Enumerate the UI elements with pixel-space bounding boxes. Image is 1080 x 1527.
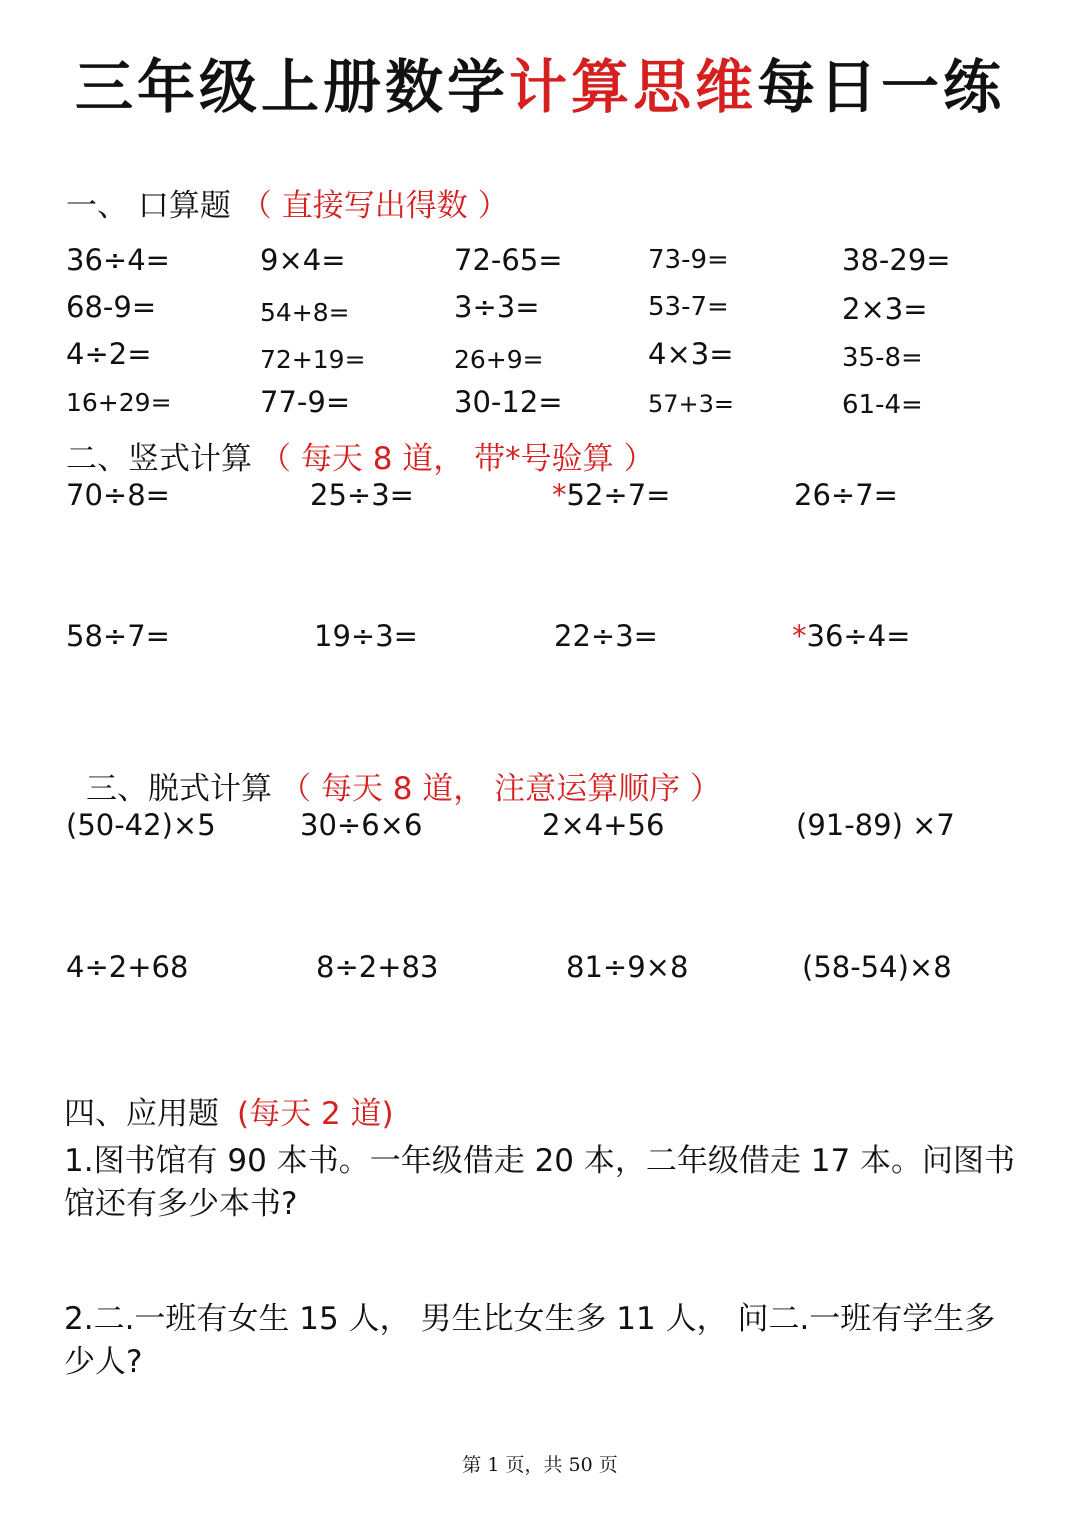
section2-note: （ 每天 8 道， 带*号验算 ） [260, 441, 655, 477]
section4-note: (每天 2 道) [237, 1096, 394, 1132]
s2-r0-c1: 25÷3= [310, 478, 414, 512]
verify-star: * [552, 478, 567, 512]
s1-r3-c1: 77-9= [260, 385, 351, 419]
s3-r1-c2: 81÷9×8 [566, 950, 689, 984]
s1-r2-c1: 72+19= [260, 345, 366, 374]
s3-r0-c1: 30÷6×6 [300, 808, 423, 842]
section4-title: 四、应用题 [64, 1096, 219, 1132]
section2-title: 二、竖式计算 [66, 441, 252, 477]
s1-r3-c2: 30-12= [454, 385, 563, 419]
section3-note: （ 每天 8 道， 注意运算顺序 ） [280, 771, 721, 807]
s3-r1-c0: 4÷2+68 [66, 950, 189, 984]
s2-r1-c1: 19÷3= [314, 619, 418, 653]
s1-r0-c4: 38-29= [842, 243, 951, 277]
s2-r1-c3 [792, 619, 910, 653]
s2-r1-c2: 22÷3= [554, 619, 658, 653]
section2-heading [66, 433, 655, 478]
s1-r0-c0: 36÷4= [66, 243, 170, 277]
section1-title: 一、 口算题 [66, 188, 231, 224]
s1-r2-c2: 26+9= [454, 345, 544, 374]
s3-r1-c1: 8÷2+83 [316, 950, 439, 984]
page-footer: 第 1 页，共 50 页 [462, 1454, 618, 1476]
s3-r1-c3: (58-54)×8 [802, 950, 952, 984]
section1-note: （ 直接写出得数 ） [240, 188, 509, 224]
section3-heading [86, 763, 721, 808]
s1-r1-c4: 2×3= [842, 292, 928, 326]
verify-star: * [792, 619, 807, 653]
title-tail: 每日一练 [757, 53, 1006, 121]
s1-r3-c0: 16+29= [66, 388, 172, 417]
s1-r1-c3: 53-7= [648, 292, 729, 322]
s1-r2-c4: 35-8= [842, 343, 923, 373]
s1-r1-c0: 68-9= [66, 290, 157, 324]
s1-r2-c0: 4÷2= [66, 337, 152, 371]
s1-r2-c3: 4×3= [648, 337, 734, 371]
s3-r0-c0: (50-42)×5 [66, 808, 216, 842]
word-problem-2: 2.二.一班有女生 15 人， 男生比女生多 11 人， 问二.一班有学生多少人? [64, 1301, 996, 1380]
s1-r0-c3: 73-9= [648, 245, 729, 275]
s1-r1-c2: 3÷3= [454, 290, 540, 324]
title-black: 三年级上册数学 [74, 53, 509, 121]
section1-heading [66, 180, 509, 225]
s3-r0-c3: (91-89) ×7 [796, 808, 955, 842]
s2-r0-c3: 26÷7= [794, 478, 898, 512]
s1-r1-c1: 54+8= [260, 298, 350, 327]
s2-r1-c3-text: 36÷4= [806, 619, 911, 653]
s1-r0-c2: 72-65= [454, 243, 563, 277]
s1-r3-c4: 61-4= [842, 390, 923, 420]
word-problem-1: 1.图书馆有 90 本书。一年级借走 20 本，二年级借走 17 本。问图书馆还有多少本书? [64, 1143, 1016, 1222]
s2-r1-c0: 58÷7= [66, 619, 170, 653]
section4-heading [64, 1088, 394, 1133]
page-title [0, 40, 1080, 124]
s1-r3-c3: 57+3= [648, 390, 735, 418]
title-red: 计算思维 [508, 53, 757, 121]
s3-r0-c2: 2×4+56 [542, 808, 665, 842]
s1-r0-c1: 9×4= [260, 243, 346, 277]
s2-r0-c0: 70÷8= [66, 478, 170, 512]
section3-title: 三、脱式计算 [86, 771, 272, 807]
s2-r0-c2 [552, 478, 670, 512]
s2-r0-c2-text: 52÷7= [566, 478, 671, 512]
